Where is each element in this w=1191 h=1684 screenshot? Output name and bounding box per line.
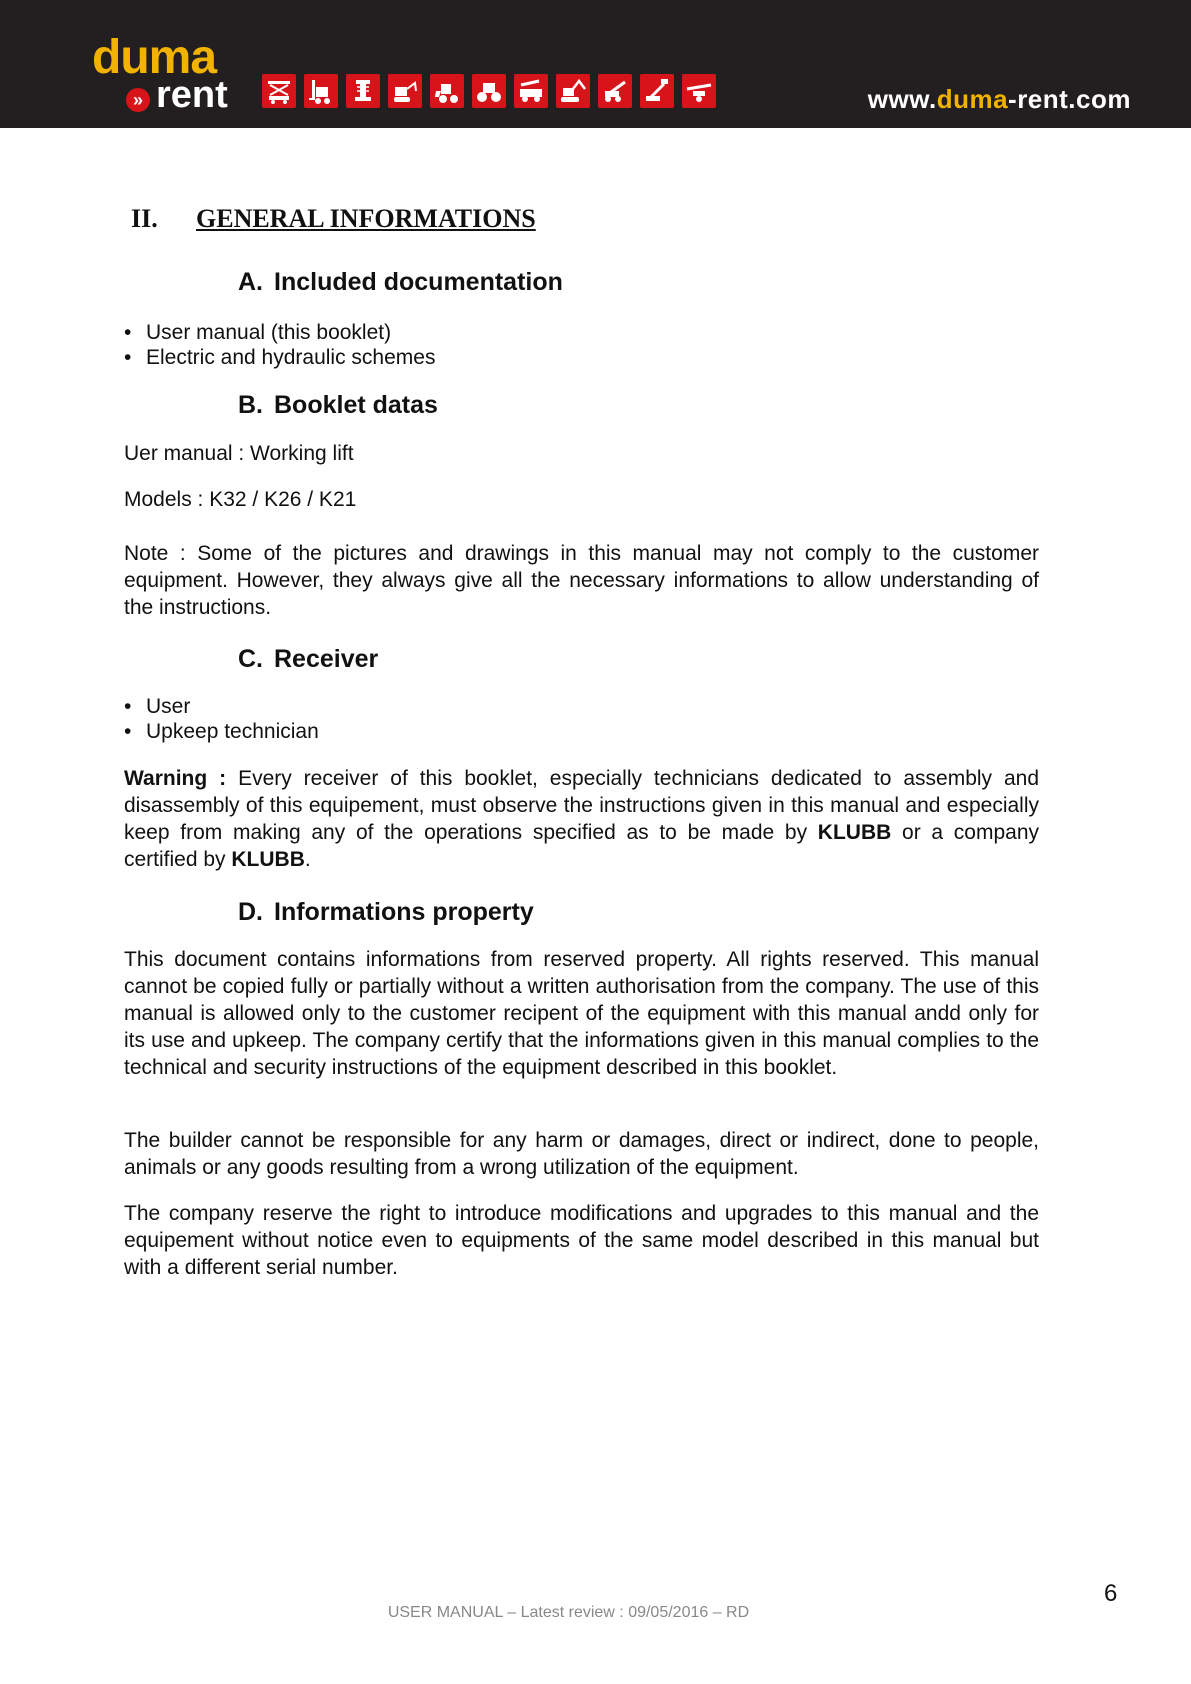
forklift-icon: [304, 74, 338, 108]
brand-name: KLUBB: [817, 821, 892, 844]
models-line: Models : K32 / K26 / K21: [124, 488, 357, 511]
subsection-b-heading: [238, 391, 438, 420]
receiver-list: [124, 694, 319, 744]
subsection-c-letter: C.: [238, 645, 263, 673]
warning-text-3: .: [304, 848, 311, 871]
url-suffix: -rent.com: [1008, 84, 1131, 114]
section-title: GENERAL INFORMATIONS: [196, 204, 536, 233]
page-number: 6: [1104, 1580, 1118, 1607]
manual-type: Uer manual : Working lift: [124, 442, 354, 465]
subsection-d-letter: D.: [238, 898, 263, 926]
truck-crane-icon: [514, 74, 548, 108]
included-documentation-list: [124, 320, 435, 370]
footer-text: USER MANUAL – Latest review : 09/05/2016 – RD: [387, 1604, 750, 1621]
scissor-lift-icon: [262, 74, 296, 108]
duma-rent-logo: [92, 31, 242, 118]
subsection-a-heading: [238, 268, 563, 297]
list-item: • User manual (this booklet): [124, 320, 435, 345]
logo-rent-text: rent: [156, 74, 228, 116]
telehandler-icon: [598, 74, 632, 108]
subsection-a-letter: A.: [238, 268, 263, 296]
subsection-c-title: Receiver: [274, 645, 379, 673]
warning-label: Warning :: [124, 767, 227, 790]
url-prefix: www.: [867, 84, 937, 114]
boom-lift-icon: [640, 74, 674, 108]
warning-text-1: Every receiver of this booklet, especially technicians dedicated to assembly and disassembly of this equipement, must observe the instructions given in this manual and especially keep from making any of the operations specified as to be made by: [124, 767, 1040, 844]
mini-excavator-icon: [388, 74, 422, 108]
property-paragraph-2: The builder cannot be responsible for any harm or damages, direct or indirect, done to people, animals or any goods resulting from a wrong utilization of the equipment.: [124, 1129, 1039, 1179]
section-number: II.: [131, 204, 158, 233]
trailer-platform-icon: [682, 74, 716, 108]
list-item: • Electric and hydraulic schemes: [124, 345, 435, 370]
subsection-c-heading: [238, 645, 378, 674]
property-paragraph-1: This document contains informations from reserved property. All rights reserved. This manual cannot be copied fully or partially without a written authorisation from the company. The use of this manual is allowed only to the customer recipent of the equipment with this manual andd only for its use and upkeep. The company certify that the informations given in this manual complies to the technical and security instructions of the equipment described in this booklet.: [124, 948, 1039, 1079]
property-paragraph-3: The company reserve the right to introduce modifications and upgrades to this manual and the equipement without notice even to equipments of the same model described in this manual but with a different serial number.: [124, 1202, 1039, 1279]
excavator-icon: [556, 74, 590, 108]
page-header: [0, 0, 1191, 128]
subsection-d-heading: [238, 898, 534, 927]
brand-name: KLUBB: [231, 848, 305, 871]
list-item: • User: [124, 694, 319, 719]
subsection-d-title: Informations property: [274, 898, 534, 926]
compactor-icon: [472, 74, 506, 108]
website-url[interactable]: [868, 84, 1131, 115]
logo-arrows-icon: »: [126, 88, 150, 112]
subsection-b-title: Booklet datas: [274, 391, 438, 419]
subsection-a-title: Included documentation: [274, 268, 563, 296]
warning-text-2: or a company certified by: [124, 821, 1039, 871]
list-item: • Upkeep technician: [124, 719, 319, 744]
logo-duma-text: duma: [92, 31, 217, 84]
subsection-b-letter: B.: [238, 391, 263, 419]
url-accent: duma: [936, 84, 1009, 114]
loader-icon: [430, 74, 464, 108]
note-paragraph: Note : Some of the pictures and drawings in this manual may not comply to the customer equipment. However, they always give all the necessary informations to allow understanding of the instructions.: [124, 542, 1039, 619]
section-heading: [131, 204, 536, 234]
mast-lift-icon: [346, 74, 380, 108]
warning-paragraph: [124, 765, 1039, 873]
